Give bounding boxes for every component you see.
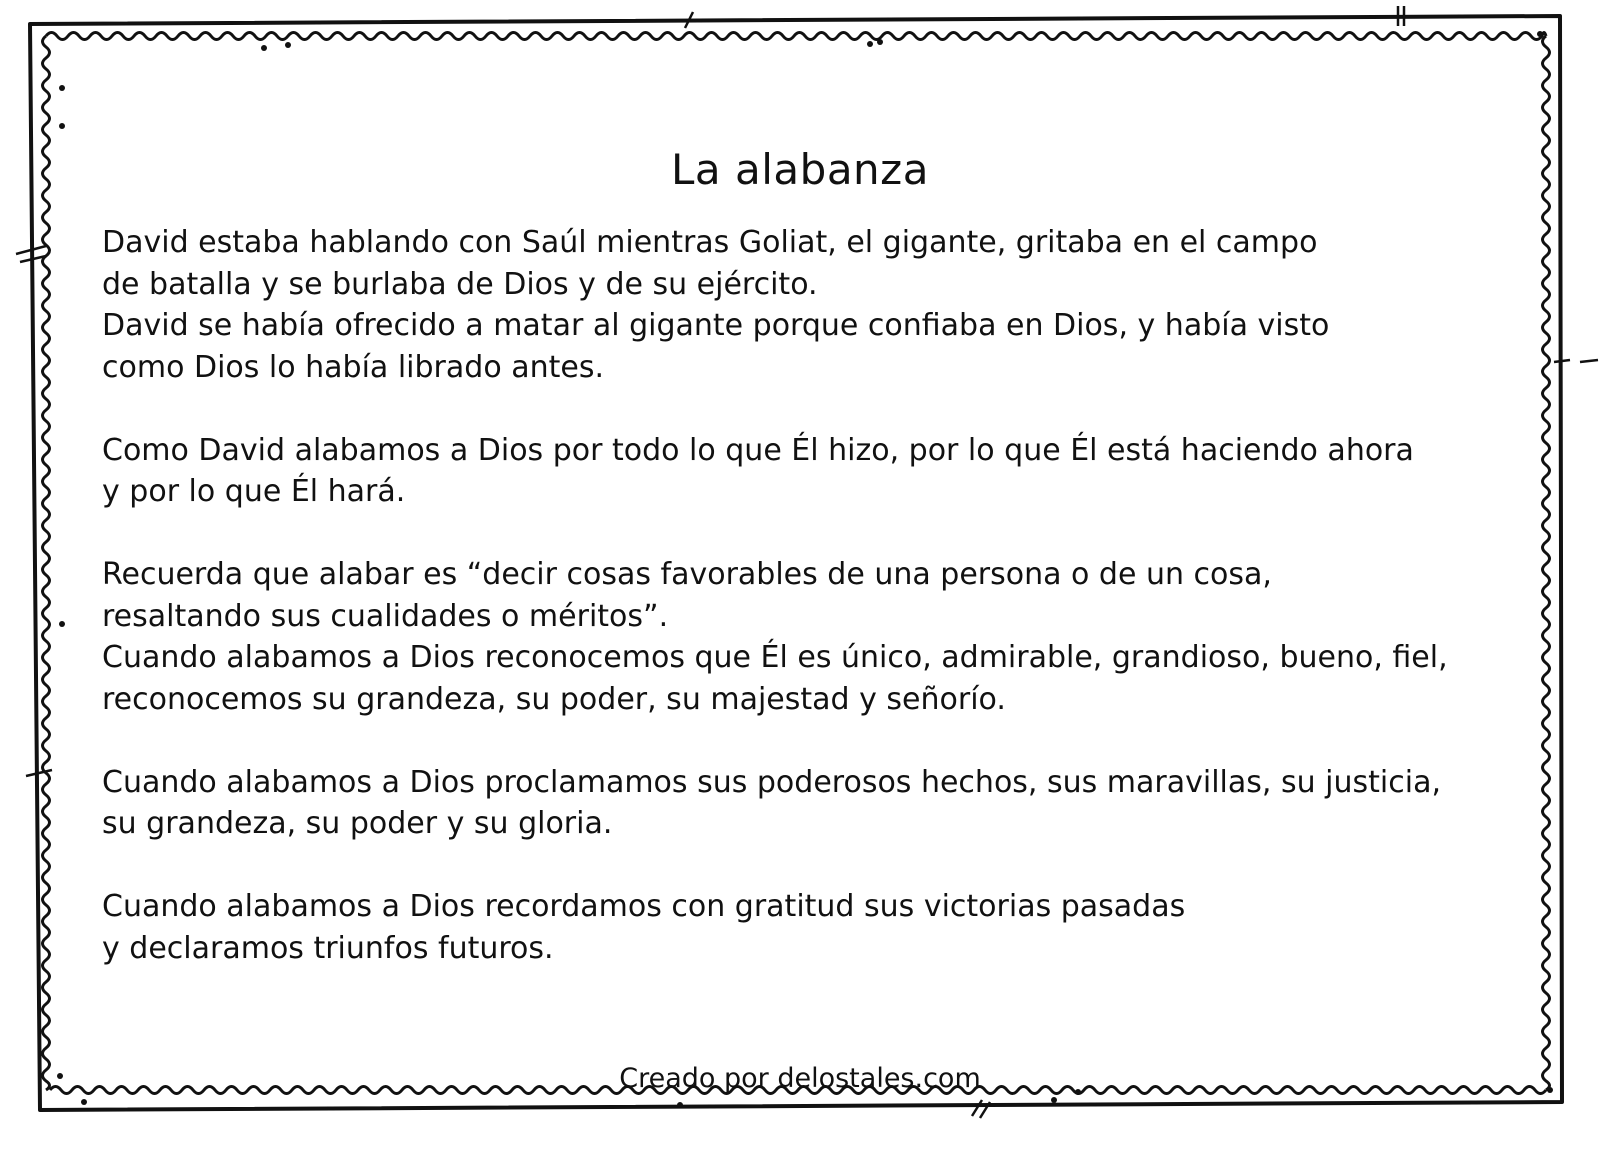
text-line: Recuerda que alabar es “decir cosas favorables de una persona o de un cosa,	[102, 557, 1272, 592]
text-line: su grandeza, su poder y su gloria.	[102, 806, 613, 841]
document-body	[102, 222, 1542, 1011]
wavy-border-top	[46, 33, 1546, 40]
text-line: y declaramos triunfos futuros.	[102, 930, 554, 966]
text-line: Como David alabamos a Dios por todo lo que Él hizo, por lo que Él está haciendo ahora	[102, 432, 1414, 468]
text-line: Cuando alabamos a Dios recordamos con gratitud sus victorias pasadas	[102, 889, 1186, 924]
text-line: David se había ofrecido a matar al gigante porque confiaba en Dios, y había visto	[102, 308, 1330, 343]
text-line: Cuando alabamos a Dios proclamamos sus poderosos hechos, sus maravillas, su justicia,	[102, 764, 1441, 800]
text-line: y por lo que Él hará.	[102, 474, 406, 509]
paragraph-definicion-alabar	[102, 554, 1542, 720]
paragraph-como-david	[102, 430, 1542, 513]
text-line: reconocemos su grandeza, su poder, su majestad y señorío.	[102, 681, 1006, 717]
text-line: resaltando sus cualidades o méritos”.	[102, 598, 669, 634]
text-line: como Dios lo había librado antes.	[102, 349, 604, 385]
page-title: La alabanza	[671, 145, 929, 195]
text-line: de batalla y se burlaba de Dios y de su ejército.	[102, 266, 818, 302]
text-line: David estaba hablando con Saúl mientras Goliat, el gigante, gritaba en el campo	[102, 225, 1318, 260]
paragraph-recordamos	[102, 886, 1542, 969]
footer-credit: Creado por delostales.com	[619, 1063, 981, 1094]
paragraph-proclamamos	[102, 762, 1542, 845]
text-line: Cuando alabamos a Dios reconocemos que Él es único, admirable, grandioso, bueno, fiel,	[102, 640, 1448, 675]
paragraph-david-goliat	[102, 222, 1542, 388]
